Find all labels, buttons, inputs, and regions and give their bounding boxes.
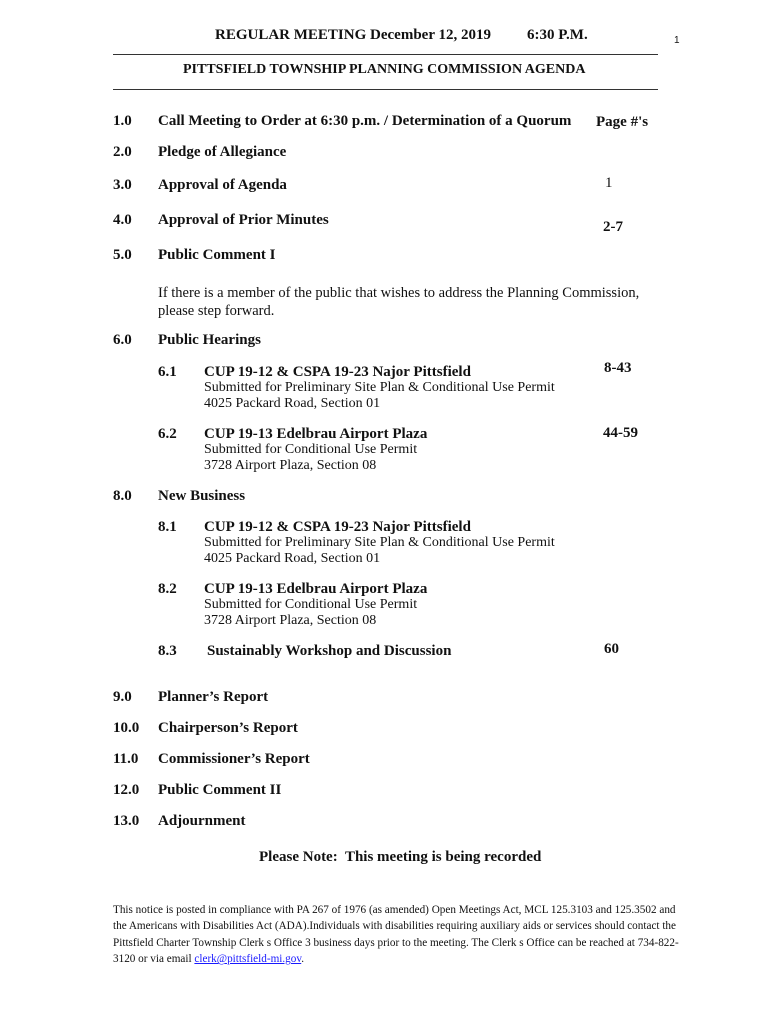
- page-number: 1: [674, 35, 680, 46]
- agenda-item-title: Commissioner’s Report: [158, 751, 310, 767]
- sub-item-detail: Submitted for Preliminary Site Plan & Conditional Use Permit: [204, 380, 555, 395]
- sub-item-number: 8.2: [158, 581, 177, 597]
- page-column-label: Page #'s: [596, 114, 649, 130]
- notice-end: .: [301, 953, 305, 966]
- agenda-item-number: 5.0: [113, 247, 132, 263]
- agenda-item-number: 12.0: [113, 782, 140, 798]
- sub-item-title: CUP 19-13 Edelbrau Airport Plaza: [204, 426, 428, 442]
- sub-item-title: CUP 19-12 & CSPA 19-23 Najor Pittsfield: [204, 364, 471, 380]
- agenda-item-number: 3.0: [113, 177, 132, 193]
- meeting-heading: REGULAR MEETING December 12, 2019: [215, 27, 491, 43]
- agenda-item-number: 9.0: [113, 689, 132, 705]
- page-title: PITTSFIELD TOWNSHIP PLANNING COMMISSION AGENDA: [183, 62, 586, 77]
- sub-item-number: 8.1: [158, 519, 177, 535]
- sub-item-title: Sustainably Workshop and Discussion: [207, 643, 452, 659]
- sub-item-detail: 3728 Airport Plaza, Section 08: [204, 458, 377, 473]
- agenda-item-title: Approval of Prior Minutes: [158, 212, 329, 228]
- agenda-item-title: Public Hearings: [158, 332, 261, 348]
- sub-item-title: CUP 19-13 Edelbrau Airport Plaza: [204, 581, 428, 597]
- agenda-item-number: 1.0: [113, 113, 132, 129]
- page-reference: 60: [604, 641, 619, 657]
- page-reference: 2-7: [603, 219, 623, 235]
- agenda-item-number: 13.0: [113, 813, 140, 829]
- agenda-item-number: 8.0: [113, 488, 132, 504]
- sub-item-number: 8.3: [158, 643, 177, 659]
- sub-item-number: 6.2: [158, 426, 177, 442]
- agenda-item-title: Public Comment I: [158, 247, 276, 263]
- sub-item-number: 6.1: [158, 364, 177, 380]
- agenda-item-number: 11.0: [113, 751, 139, 767]
- agenda-item-title: Planner’s Report: [158, 689, 269, 705]
- recording-note: Please Note: This meeting is being recorded: [259, 849, 542, 865]
- sub-item-detail: Submitted for Conditional Use Permit: [204, 597, 418, 612]
- agenda-item-number: 6.0: [113, 332, 132, 348]
- agenda-item-title: Pledge of Allegiance: [158, 144, 287, 160]
- page-reference: 44-59: [603, 425, 638, 441]
- compliance-notice: [113, 902, 683, 968]
- notice-text: This notice is posted in compliance with PA 267 of 1976 (as amended) Open Meetings Act, MCL 125.3103 and 125.3502 and the Americans with Disabilities Act (ADA).Individuals with disabilities requiring auxiliary aids or services should contact the Pittsfield Charter Township Clerk s Office 3 business days prior to the meeting. The Clerk s Office can be reached at 734-822-3120 or via email: [113, 904, 679, 966]
- agenda-item-number: 4.0: [113, 212, 132, 228]
- sub-item-detail: Submitted for Preliminary Site Plan & Conditional Use Permit: [204, 535, 555, 550]
- agenda-item-title: Public Comment II: [158, 782, 282, 798]
- sub-item-title: CUP 19-12 & CSPA 19-23 Najor Pittsfield: [204, 519, 471, 535]
- agenda-item-title: Call Meeting to Order at 6:30 p.m. / Determination of a Quorum: [158, 113, 572, 129]
- page-reference: 1: [605, 175, 613, 191]
- agenda-item-number: 2.0: [113, 144, 132, 160]
- header-divider-top: [113, 54, 658, 55]
- clerk-email-link[interactable]: clerk@pittsfield-mi.gov: [194, 953, 302, 966]
- agenda-item-title: Approval of Agenda: [158, 177, 287, 193]
- sub-item-detail: 4025 Packard Road, Section 01: [204, 396, 381, 411]
- agenda-item-title: New Business: [158, 488, 246, 504]
- page-reference: 8-43: [604, 360, 632, 376]
- meeting-time: 6:30 P.M.: [527, 27, 588, 43]
- sub-item-detail: Submitted for Conditional Use Permit: [204, 442, 418, 457]
- header-divider-bottom: [113, 89, 658, 90]
- sub-item-detail: 3728 Airport Plaza, Section 08: [204, 613, 377, 628]
- agenda-item-title: Chairperson’s Report: [158, 720, 298, 736]
- agenda-item-title: Adjournment: [158, 813, 246, 829]
- agenda-item-number: 10.0: [113, 720, 140, 736]
- sub-item-detail: 4025 Packard Road, Section 01: [204, 551, 381, 566]
- public-comment-text: If there is a member of the public that wishes to address the Planning Commission, please step forward.: [158, 285, 640, 319]
